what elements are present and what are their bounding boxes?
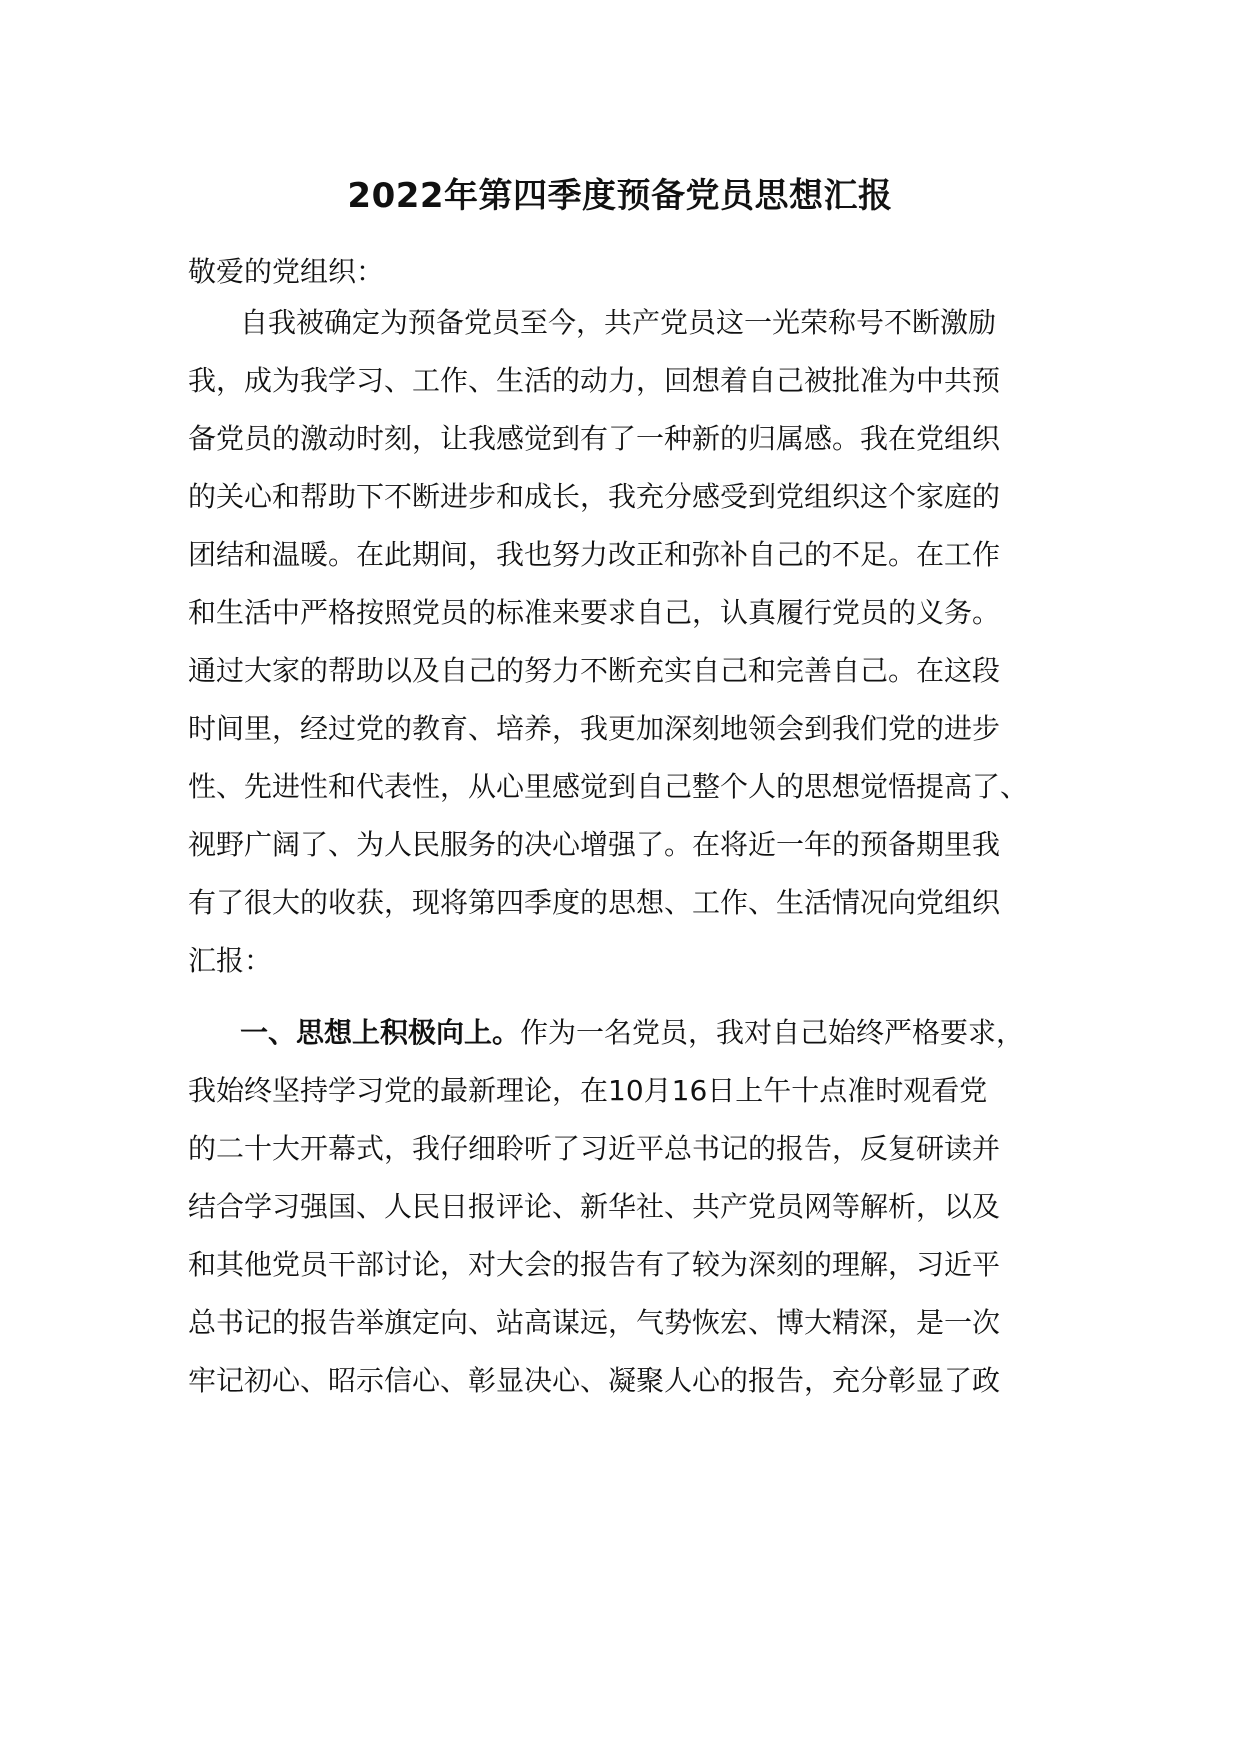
paragraph-line: 通过大家的帮助以及自己的努力不断充实自己和完善自己。在这段	[188, 654, 1001, 687]
paragraph-line: 时间里，经过党的教育、培养，我更加深刻地领会到我们党的进步	[188, 712, 1001, 745]
paragraph-line: 结合学习强国、人民日报评论、新华社、共产党员网等解析，以及	[188, 1190, 1001, 1223]
section-heading: 一、思想上积极向上。	[240, 1016, 521, 1049]
paragraph-first-line	[240, 1013, 1024, 1053]
paragraph-line: 汇报：	[188, 944, 273, 977]
paragraph-line: 和其他党员干部讨论，对大会的报告有了较为深刻的理解，习近平	[188, 1248, 1001, 1281]
paragraph-line: 性、先进性和代表性，从心里感觉到自己整个人的思想觉悟提高了、	[188, 770, 1029, 803]
paragraph-line: 备党员的激动时刻，让我感觉到有了一种新的归属感。我在党组织	[188, 422, 1001, 455]
paragraph-line: 的关心和帮助下不断进步和成长，我充分感受到党组织这个家庭的	[188, 480, 1001, 513]
paragraph-line: 我，成为我学习、工作、生活的动力，回想着自己被批准为中共预	[188, 364, 1001, 397]
paragraph-line: 自我被确定为预备党员至今，共产党员这一光荣称号不断激励	[240, 306, 997, 339]
paragraph-line-rest: 作为一名党员，我对自己始终严格要求，	[520, 1016, 1025, 1049]
paragraph-line: 和生活中严格按照党员的标准来要求自己，认真履行党员的义务。	[188, 596, 1001, 629]
salutation: 敬爱的党组织：	[188, 255, 385, 288]
paragraph-line: 我始终坚持学习党的最新理论，在10月16日上午十点准时观看党	[188, 1074, 988, 1107]
paragraph-line: 团结和温暖。在此期间，我也努力改正和弥补自己的不足。在工作	[188, 538, 1001, 571]
paragraph-line: 视野广阔了、为人民服务的决心增强了。在将近一年的预备期里我	[188, 828, 1001, 861]
document-title: 2022年第四季度预备党员思想汇报	[347, 176, 893, 216]
paragraph-line: 牢记初心、昭示信心、彰显决心、凝聚人心的报告，充分彰显了政	[188, 1364, 1001, 1397]
paragraph-line: 总书记的报告举旗定向、站高谋远，气势恢宏、博大精深，是一次	[188, 1306, 1001, 1339]
paragraph-line: 的二十大开幕式，我仔细聆听了习近平总书记的报告，反复研读并	[188, 1132, 1001, 1165]
paragraph-line: 有了很大的收获，现将第四季度的思想、工作、生活情况向党组织	[188, 886, 1001, 919]
